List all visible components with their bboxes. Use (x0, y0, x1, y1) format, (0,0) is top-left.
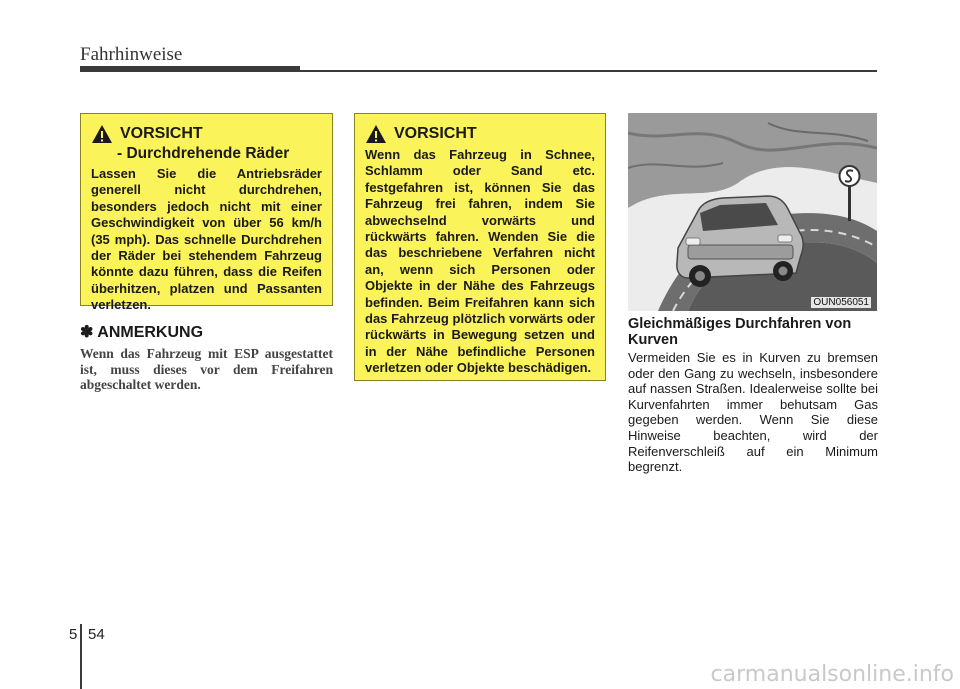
figure-code: OUN056051 (813, 297, 869, 308)
illustration-art (628, 113, 877, 311)
header-rule-thick (80, 66, 300, 72)
caution-subtitle: - Durchdrehende Räder (117, 145, 290, 162)
caution-header (365, 124, 595, 144)
caution-body: Wenn das Fahrzeug in Schnee, Schlamm oder Sand etc. festgefahren ist, können Sie das Fahrzeug frei fahren, indem Sie abwechselnd vorwärts und rückwärts fahren. Wenden Sie die das beschriebene Verfahren nicht an, wenn sich Personen oder Objekte in der Nähe des Fahrzeugs befinden. Beim Freifahren kann sich das Fahrzeug plötzlich vorwärts oder rückwärts in Bewegung setzen und in der Nähe befindliche Personen verletzen oder Objekte beschädigen. (365, 147, 595, 376)
section-heading: Gleichmäßiges Durchfahren von Kurven (628, 316, 852, 348)
chapter-number: 5 (69, 626, 78, 643)
caution-box-stuck-vehicle (354, 113, 606, 381)
footer-divider (80, 624, 82, 689)
page-number: 54 (88, 626, 105, 643)
car-on-curved-road-illustration (628, 113, 877, 311)
warning-triangle-icon (91, 124, 113, 144)
header-rule-thin (300, 70, 877, 72)
warning-triangle-icon (365, 124, 387, 144)
caution-title: VORSICHT (120, 125, 203, 142)
note-body: Wenn das Fahrzeug mit ESP ausgestattet ist, muss dieses vor dem Freifahren abgeschaltet werden. (80, 346, 333, 392)
caution-title: VORSICHT (394, 125, 477, 142)
note-title: ✽ ANMERKUNG (80, 324, 204, 341)
note-block (80, 322, 333, 393)
section-body: Vermeiden Sie es in Kurven zu bremsen oder den Gang zu wechseln, insbesondere auf nassen Straßen. Idealerweise sollte bei Kurvenfahrten immer behutsam Gas gegeben werden. Wenn Sie diese Hinweise beachten, wird der Reifenverschleiß auf ein Minimum begrenzt. (628, 350, 878, 475)
caution-header (91, 124, 322, 144)
caution-box-wheel-spin (80, 113, 333, 313)
section-title: Fahrhinweise (80, 44, 183, 65)
watermark: carmanualsonline.info (710, 662, 954, 687)
caution-body: Lassen Sie die Antriebsräder generell nicht durchdrehen, besonders jedoch nicht mit einer Geschwindigkeit von über 56 km/h (35 mph). Das schnelle Durchdrehen der Räder bei stehendem Fahrzeug könnte dazu führen, dass die Reifen überhitzen, platzen und Passanten verletzen. (91, 166, 322, 313)
